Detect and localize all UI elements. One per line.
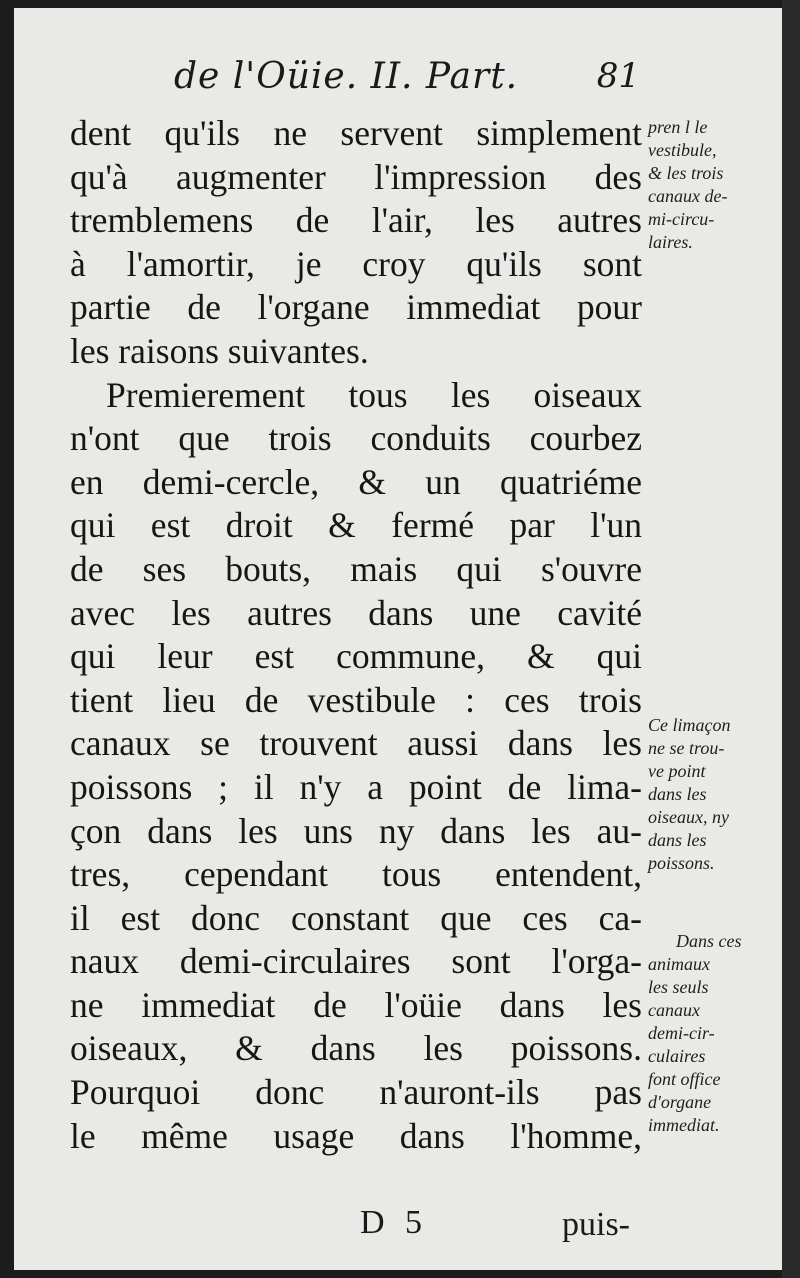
margin-note-line: culaires: [648, 1046, 706, 1066]
text-line: n'ont que trois conduits courbez: [70, 418, 642, 459]
text-line: naux demi-circulaires sont l'orga-: [70, 941, 642, 982]
margin-note-vestibule: [648, 116, 788, 254]
page-number: 81: [596, 56, 640, 96]
text-line: ne immediat de l'oüie dans les: [70, 984, 642, 1025]
text-line: qu'à augmenter l'impression des: [70, 156, 642, 197]
margin-note-line: canaux: [648, 1000, 700, 1020]
text-line: en demi-cercle, & un quatriéme: [70, 461, 642, 502]
running-head: de l'Oüie. II. Part.: [174, 56, 519, 97]
margin-note-limacon: [648, 714, 788, 875]
margin-note-line: immediat.: [648, 1115, 720, 1135]
text-line: Pourquoi donc n'auront-ils pas: [70, 1072, 642, 1113]
text-line: tremblemens de l'air, les autres: [70, 200, 642, 241]
margin-note-line: demi-cir-: [648, 1023, 715, 1043]
text-line: de ses bouts, mais qui s'ouvre: [70, 548, 642, 589]
page-header: [174, 56, 654, 108]
text-line: avec les autres dans une cavité: [70, 592, 642, 633]
main-text: [70, 112, 642, 1158]
book-page: [14, 8, 782, 1270]
text-line: qui est droit & fermé par l'un: [70, 505, 642, 546]
text-line: le même usage dans l'homme,: [70, 1115, 642, 1156]
margin-note-line: & les trois: [648, 163, 724, 183]
margin-note-line: Dans ces: [676, 931, 742, 951]
margin-note-line: d'organe: [648, 1092, 712, 1112]
text-line: oiseaux, & dans les poissons.: [70, 1028, 642, 1069]
text-line: canaux se trouvent aussi dans les: [70, 723, 642, 764]
margin-note-line: ne se trou-: [648, 738, 725, 758]
catchword: puis-: [562, 1206, 630, 1243]
margin-note-canaux: [648, 930, 788, 1137]
text-line: çon dans les uns ny dans les au-: [70, 810, 642, 851]
margin-note-line: dans les: [648, 830, 707, 850]
margin-note-line: poissons.: [648, 853, 715, 873]
text-line: Premierement tous les oiseaux: [106, 374, 642, 415]
margin-note-line: dans les: [648, 784, 707, 804]
page-footer: [14, 1204, 782, 1244]
text-line: les raisons suivantes.: [70, 330, 369, 371]
margin-note-line: font office: [648, 1069, 721, 1089]
text-line: il est donc constant que ces ca-: [70, 897, 642, 938]
margin-note-line: Ce limaçon: [648, 715, 731, 735]
margin-note-line: pren l le: [648, 117, 708, 137]
text-line: poissons ; il n'y a point de lima-: [70, 766, 642, 807]
margin-note-line: mi-circu-: [648, 209, 715, 229]
text-line: dent qu'ils ne servent simplement: [70, 113, 642, 153]
margin-note-line: vestibule,: [648, 140, 717, 160]
margin-note-line: laires.: [648, 232, 693, 252]
margin-note-line: ve point: [648, 761, 706, 781]
text-line: partie de l'organe immediat pour: [70, 287, 642, 328]
margin-note-line: les seuls: [648, 977, 709, 997]
page-edge-shadow: [782, 0, 800, 1278]
text-line: tres, cependant tous entendent,: [70, 854, 642, 895]
signature-mark: D 5: [360, 1204, 429, 1241]
margin-note-line: canaux de-: [648, 186, 728, 206]
margin-note-line: animaux: [648, 954, 710, 974]
text-line: tient lieu de vestibule : ces trois: [70, 679, 642, 720]
text-line: qui leur est commune, & qui: [70, 636, 642, 677]
text-line: à l'amortir, je croy qu'ils sont: [70, 243, 642, 284]
margin-note-line: oiseaux, ny: [648, 807, 729, 827]
